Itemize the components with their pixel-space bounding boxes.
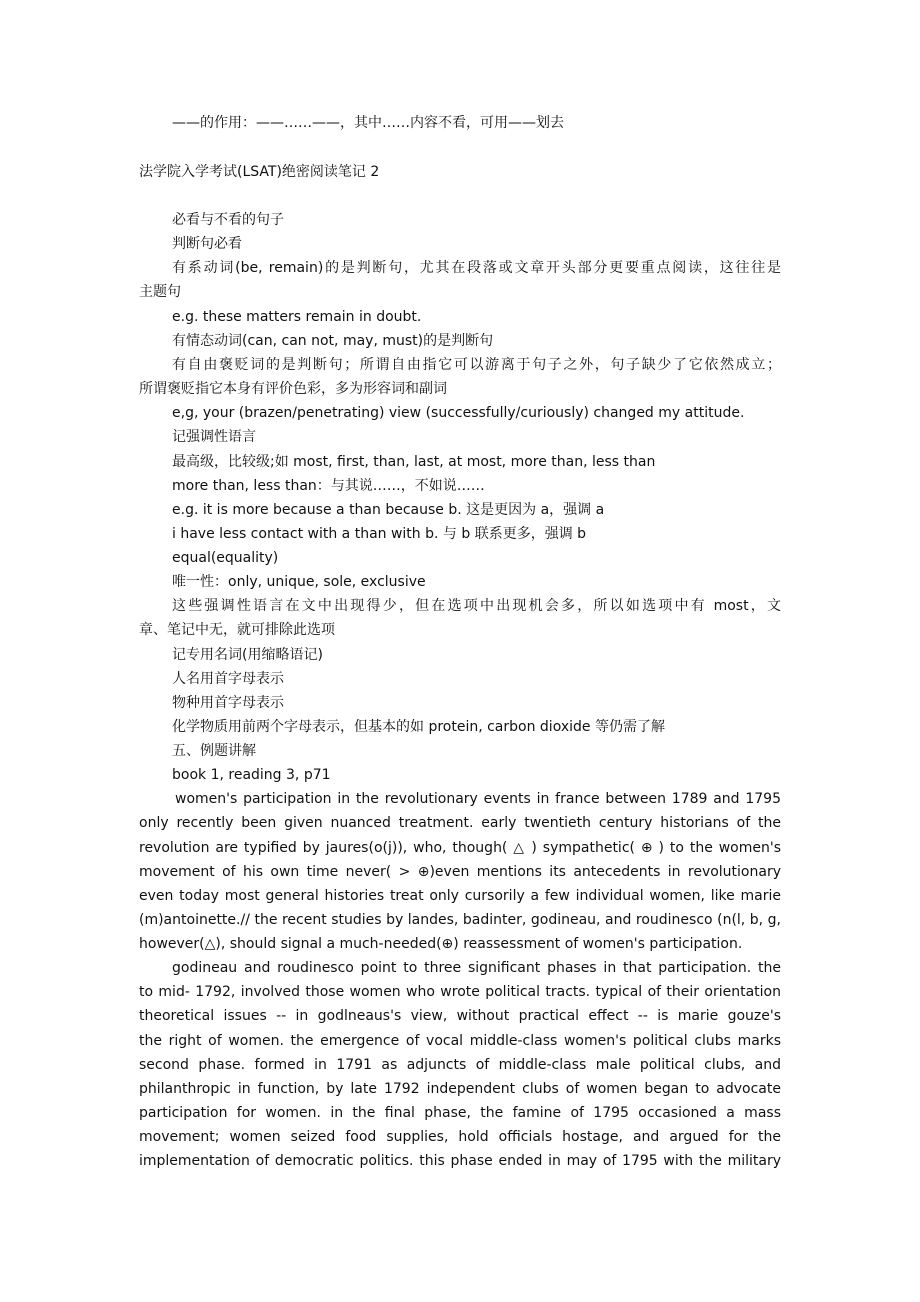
text-line: 物种用首字母表示: [172, 695, 284, 711]
text-line: 有系动词(be, remain)的是判断句，尤其在段落或文章开头部分更要重点阅读，这往往是: [172, 260, 781, 276]
paragraph-line: philanthropic in function, by late 1792 independent clubs of women began to advocate: [139, 1081, 781, 1097]
text-line: equal(equality): [172, 550, 279, 566]
paragraph-line: (m)antoinette.// the recent studies by landes, badinter, godineau, and roudinesco (n(l, b, g,: [139, 912, 781, 928]
section-title: 法学院入学考试(LSAT)绝密阅读笔记 2: [139, 164, 380, 180]
paragraph-line: even today most general histories treat only cursorily a few individual women, like marie: [139, 888, 781, 904]
paragraph-line: movement of his own time never( > ⊕)even mentions its antecedents in revolutionary: [139, 864, 781, 880]
text-line: 记强调性语言: [172, 429, 256, 445]
text-line: e.g. it is more because a than because b. 这是更因为 a，强调 a: [172, 502, 605, 518]
text-line: i have less contact with a than with b. 与 b 联系更多，强调 b: [172, 526, 587, 542]
text-line: more than, less than：与其说……，不如说……: [172, 478, 485, 494]
paragraph-line: movement; women seized food supplies, hold officials hostage, and argued for the: [139, 1129, 781, 1145]
text-line: 记专用名词(用缩略语记): [172, 647, 323, 663]
text-line: 有情态动词(can, can not, may, must)的是判断句: [172, 333, 494, 349]
text-line: e,g, your (brazen/penetrating) view (successfully/curiously) changed my attitude.: [172, 405, 745, 421]
text-line: 最高级，比较级;如 most, first, than, last, at most, more than, less than: [172, 454, 656, 470]
text-line: 主题句: [139, 284, 181, 300]
paragraph-line: only recently been given nuanced treatment. early twentieth century historians of the: [139, 815, 781, 831]
paragraph-line: to mid- 1792, involved those women who wrote political tracts. typical of their orientation: [139, 984, 781, 1000]
paragraph-line: however(△), should signal a much-needed(⊕) reassessment of women's participation.: [139, 936, 743, 952]
text-line: 化学物质用前两个字母表示，但基本的如 protein, carbon dioxide 等仍需了解: [172, 719, 665, 735]
text-line: 所谓褒贬指它本身有评价色彩，多为形容词和副词: [139, 381, 447, 397]
text-line: 有自由褒贬词的是判断句；所谓自由指它可以游离于句子之外，句子缺少了它依然成立；: [172, 357, 781, 373]
paragraph-line: women's participation in the revolutionary events in france between 1789 and 1795: [175, 791, 781, 807]
text-line: 章、笔记中无，就可排除此选项: [139, 622, 335, 638]
text-line: 判断句必看: [172, 236, 242, 252]
text-line: 必看与不看的句子: [172, 212, 284, 228]
text-line: ——的作用：——……——，其中……内容不看，可用——划去: [172, 115, 564, 131]
paragraph-line: the right of women. the emergence of vocal middle-class women's political clubs marks: [139, 1033, 781, 1049]
paragraph-line: second phase. formed in 1791 as adjuncts of middle-class male political clubs, and: [139, 1057, 781, 1073]
text-line: 五、例题讲解: [172, 743, 256, 759]
text-line: 这些强调性语言在文中出现得少，但在选项中出现机会多，所以如选项中有 most，文: [172, 598, 781, 614]
text-line: e.g. these matters remain in doubt.: [172, 309, 422, 325]
paragraph-line: revolution are typified by jaures(o(j)), who, though( △ ) sympathetic( ⊕ ) to the women's: [139, 840, 781, 856]
paragraph-line: implementation of democratic politics. this phase ended in may of 1795 with the military: [139, 1153, 781, 1169]
text-line: 人名用首字母表示: [172, 671, 284, 687]
paragraph-line: theoretical issues -- in godlneaus's view, without practical effect -- is marie gouze's: [139, 1008, 781, 1024]
text-line: book 1, reading 3, p71: [172, 767, 331, 783]
text-line: 唯一性：only, unique, sole, exclusive: [172, 574, 426, 590]
paragraph-line: participation for women. in the final phase, the famine of 1795 occasioned a mass: [139, 1105, 781, 1121]
paragraph-line: godineau and roudinesco point to three significant phases in that participation. the: [172, 960, 781, 976]
